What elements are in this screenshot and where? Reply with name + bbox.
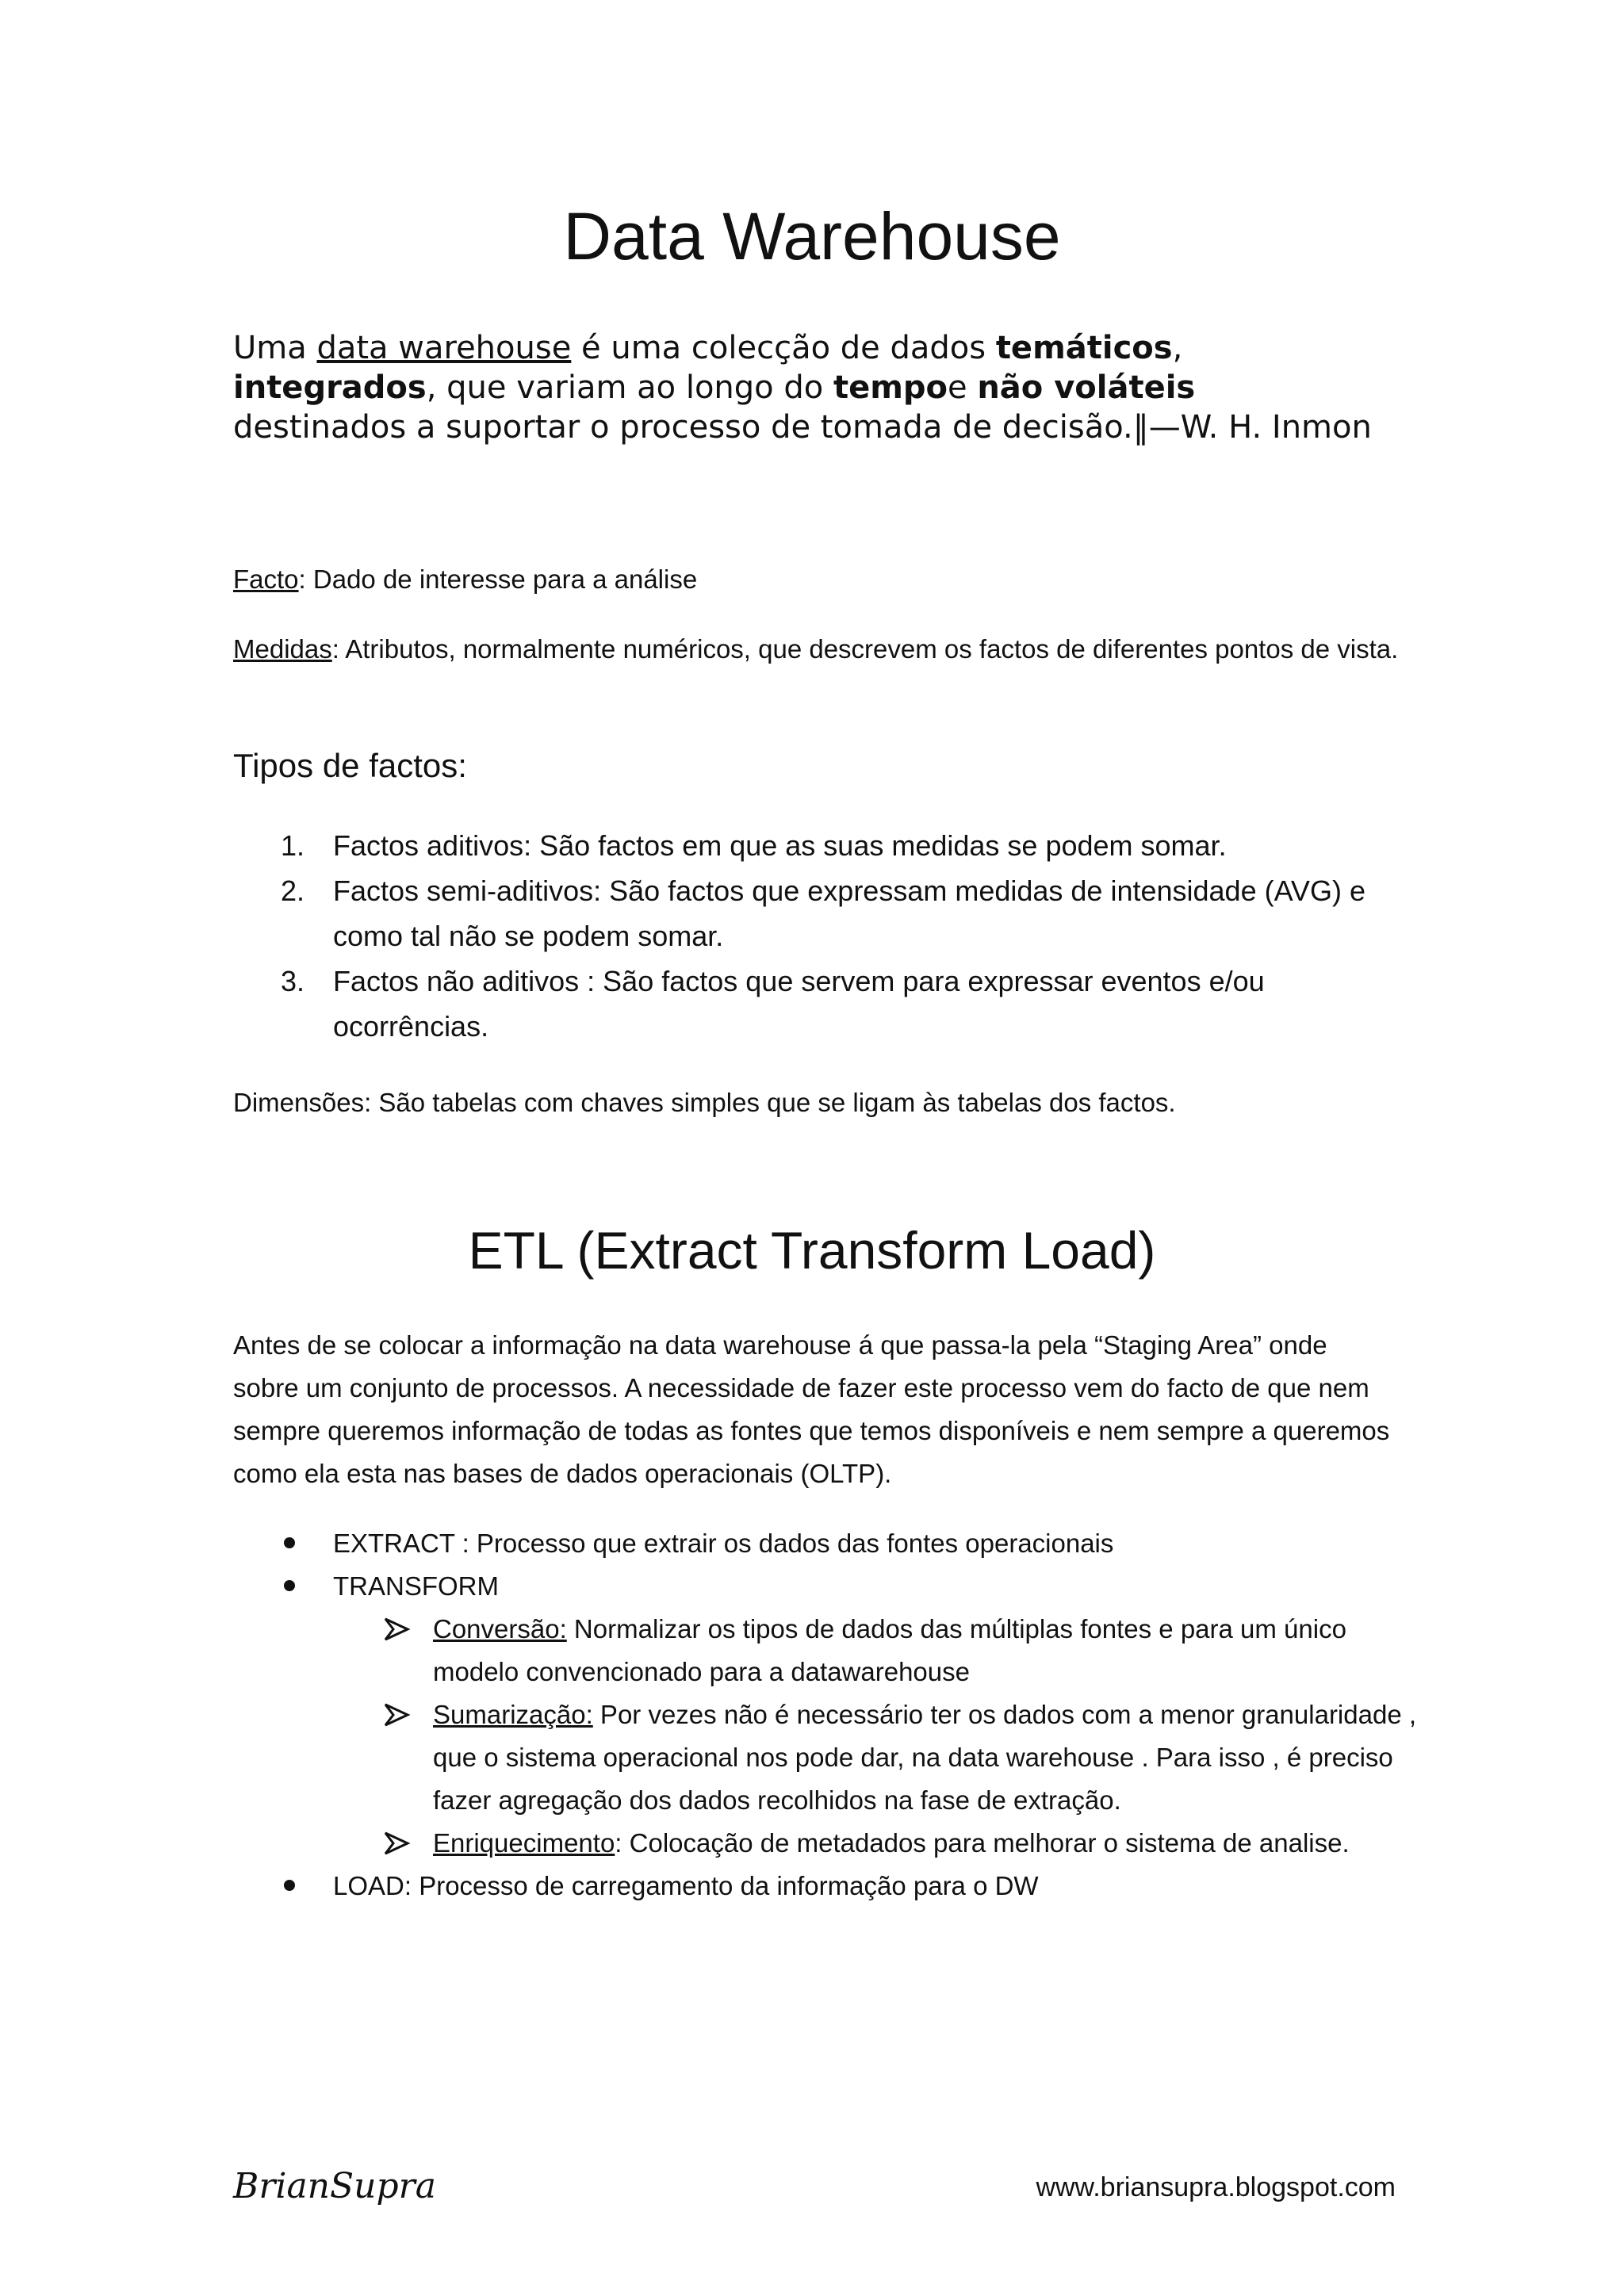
- definition-quote: [233, 328, 1423, 447]
- etl-list: [233, 1522, 1423, 1908]
- tipos-heading: Tipos de factos:: [233, 747, 467, 784]
- list-item-extract: [233, 1522, 1423, 1565]
- sublist-item-enriquecimento: [333, 1822, 1423, 1865]
- list-item-text: TRANSFORM: [333, 1571, 499, 1601]
- sublist-item-sumarizacao: [333, 1693, 1423, 1822]
- quote-bold-term: temáticos: [995, 330, 1173, 366]
- medidas-text: : Atributos, normalmente numéricos, que descrevem os factos de diferentes pontos de vista.: [331, 634, 1399, 664]
- list-item-text: Factos não aditivos : São factos que servem para expressar eventos e/ou ocorrências.: [333, 965, 1265, 1043]
- list-item-load: [233, 1865, 1423, 1908]
- tipos-list: [233, 823, 1407, 1049]
- list-item-text: Factos aditivos: São factos em que as suas medidas se podem somar.: [333, 829, 1227, 862]
- bullet-icon: [284, 1880, 295, 1891]
- sublist-text: Normalizar os tipos de dados das múltiplas fontes e para um único modelo convencionado para a datawarehouse: [433, 1614, 1346, 1686]
- footer-website: www.briansupra.blogspot.com: [1036, 2172, 1396, 2202]
- quote-bold-term: integrados: [233, 369, 427, 406]
- footer-author: BrianSupra: [233, 2166, 436, 2206]
- arrow-bullet-icon: [382, 1828, 412, 1858]
- list-number: 3.: [281, 965, 305, 997]
- sublist-text: Por vezes não é necessário ter os dados com a menor granularidade , que o sistema operacional nos pode dar, na data warehouse . Para isso , é preciso fazer agregação dos dados recolhidos na fase de extração.: [433, 1700, 1417, 1815]
- sublist-term: Enriquecimento: [433, 1828, 615, 1858]
- list-item: [233, 868, 1407, 959]
- etl-intro: Antes de se colocar a informação na data warehouse á que passa-la pela “Staging Area” onde sobre um conjunto de processos. A necessidade de fazer este processo vem do facto de que nem sempre queremos informação de todas as fontes que temos disponíveis e nem sempre a queremos como ela esta nas bases de dados operacionais (OLTP).: [233, 1330, 1390, 1488]
- quote-text: é uma colecção de dados: [571, 330, 996, 366]
- bullet-icon: [284, 1580, 295, 1591]
- sublist-text: : Colocação de metadados para melhorar o sistema de analise.: [615, 1828, 1350, 1858]
- list-number: 2.: [281, 874, 305, 907]
- medidas-definition: [233, 628, 1399, 671]
- arrow-bullet-icon: [382, 1614, 412, 1644]
- facto-term: Facto: [233, 564, 299, 594]
- quote-text: destinados a suportar o processo de tomada de decisão.‖—W. H. Inmon: [233, 409, 1372, 446]
- transform-sublist: [333, 1608, 1423, 1865]
- list-item-text: LOAD: Processo de carregamento da informação para o DW: [333, 1871, 1039, 1900]
- dimensoes-definition: Dimensões: São tabelas com chaves simples que se ligam às tabelas dos factos.: [233, 1088, 1176, 1117]
- quote-text: Uma: [233, 330, 317, 366]
- quote-text: ,: [1172, 330, 1183, 366]
- page-title: Data Warehouse: [563, 199, 1061, 274]
- list-item-text: EXTRACT : Processo que extrair os dados das fontes operacionais: [333, 1529, 1114, 1558]
- sublist-item-conversao: [333, 1608, 1423, 1693]
- quote-bold-term: tempo: [833, 369, 948, 406]
- facto-definition: [233, 558, 1399, 601]
- arrow-bullet-icon: [382, 1700, 412, 1730]
- list-item: [233, 959, 1407, 1049]
- data-warehouse-link: data warehouse: [316, 330, 572, 366]
- medidas-term: Medidas: [233, 634, 332, 664]
- sublist-term: Sumarização:: [433, 1700, 593, 1729]
- etl-title: ETL (Extract Transform Load): [468, 1221, 1156, 1280]
- sublist-term: Conversão:: [433, 1614, 567, 1644]
- quote-text: e: [948, 369, 978, 406]
- quote-bold-term: não voláteis: [977, 369, 1196, 406]
- bullet-icon: [284, 1537, 295, 1548]
- facto-text: : Dado de interesse para a análise: [298, 564, 698, 594]
- list-item-transform: [233, 1565, 1423, 1865]
- quote-text: , que variam ao longo do: [426, 369, 833, 406]
- list-number: 1.: [281, 829, 305, 862]
- list-item: [233, 823, 1407, 868]
- list-item-text: Factos semi-aditivos: São factos que expressam medidas de intensidade (AVG) e como tal não se podem somar.: [333, 874, 1365, 952]
